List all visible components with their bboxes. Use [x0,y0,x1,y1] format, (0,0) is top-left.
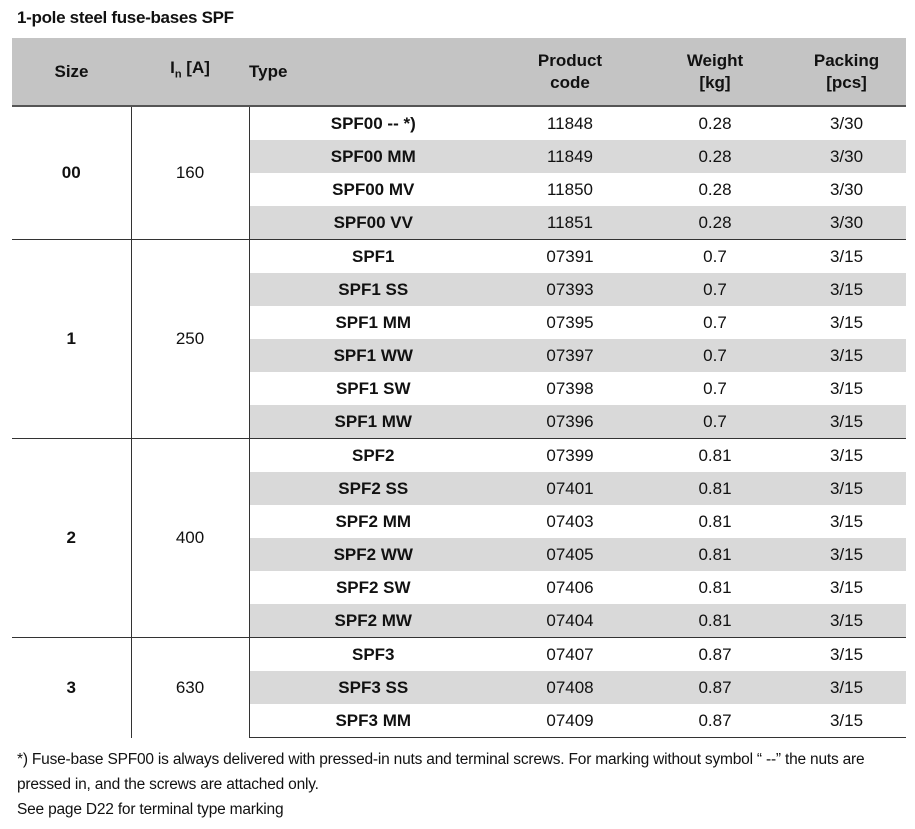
weight-cell: 0.7 [643,405,787,439]
product-code-cell: 11850 [546,179,593,199]
in-unit: [A] [181,58,210,78]
col-header-in [131,38,249,106]
weight-cell: 0.81 [643,439,787,473]
product-code-cell: 07407 [497,638,643,672]
weight-cell: 0.81 [643,538,787,571]
footnote-terminal-marking: See page D22 for terminal type marking [17,801,284,818]
weight-cell: 0.7 [643,339,787,372]
footnote-asterisk: *) Fuse-base SPF00 is always delivered with pressed-in nuts and terminal screws. For marking without symbol “ --” the nuts are pressed in, and the screws are attached only. [17,751,865,793]
weight-cell: 0.87 [643,704,787,738]
packing-cell: 3/15 [787,472,906,505]
type-cell: SPF2 MW [249,604,497,638]
packing-line1: Packing [813,50,880,70]
table-row [12,106,906,140]
fuse-base-table [12,38,906,738]
packing-cell: 3/30 [787,140,906,173]
weight-cell: 0.81 [698,577,732,597]
weight-line2: [kg] [699,72,731,92]
product-code-cell: 07409 [497,704,643,738]
type-cell: SPF2 SS [249,472,497,505]
weight-cell: 0.7 [703,378,727,398]
rated-current-cell: 250 [131,240,249,439]
rated-current-cell: 400 [131,439,249,638]
packing-cell: 3/15 [787,273,906,306]
type-cell: SPF2 MM [335,511,412,531]
header-row [12,38,906,106]
product-code-cell: 07391 [497,240,643,274]
product-code-cell: 07403 [546,511,594,531]
table-title: 1-pole steel fuse-bases SPF [17,8,234,27]
packing-cell: 3/15 [787,339,906,372]
weight-cell: 0.87 [643,671,787,704]
packing-cell: 3/15 [829,378,864,398]
type-cell: SPF1 SW [335,378,411,398]
weight-cell: 0.81 [643,604,787,638]
packing-cell: 3/15 [787,405,906,439]
packing-cell: 3/15 [829,577,864,597]
product-code-cell: 07393 [497,273,643,306]
product-code-cell: 11849 [497,140,643,173]
product-code-line1: Product [537,50,603,70]
table-row [12,240,906,274]
packing-line2: [pcs] [826,72,867,92]
weight-cell: 0.81 [698,511,732,531]
col-header-packing [787,38,906,106]
type-cell: SPF3 SS [249,671,497,704]
product-code-line2: code [550,72,590,92]
product-code-cell: 07395 [546,312,594,332]
rated-current-cell: 160 [131,106,249,240]
weight-cell: 0.28 [643,140,787,173]
in-symbol: I [170,58,175,78]
packing-cell: 3/15 [787,704,906,738]
footnote [17,747,907,822]
weight-cell: 0.7 [703,312,727,332]
type-cell: SPF00 VV [249,206,497,240]
type-cell: SPF1 [249,240,497,274]
weight-cell: 0.28 [698,113,732,133]
col-header-product-code [497,38,643,106]
packing-cell: 3/15 [787,538,906,571]
packing-cell: 3/15 [787,240,906,274]
weight-cell: 0.28 [643,206,787,240]
product-code-cell: 07408 [497,671,643,704]
packing-cell: 3/30 [787,206,906,240]
type-cell: SPF00 MV [332,179,415,199]
size-cell: 2 [12,439,131,638]
type-cell: SPF1 MW [249,405,497,439]
type-cell: SPF2 [249,439,497,473]
table-row [12,638,906,672]
product-code-cell: 07405 [497,538,643,571]
product-code-cell: 07397 [497,339,643,372]
type-cell: SPF1 MM [335,312,412,332]
size-cell: 3 [12,638,131,738]
type-cell: SPF1 SS [249,273,497,306]
product-code-cell: 07396 [497,405,643,439]
type-cell: SPF00 -- *) [330,113,416,133]
product-code-cell: 07401 [497,472,643,505]
type-cell: SPF3 [249,638,497,672]
weight-cell: 0.81 [643,472,787,505]
weight-cell: 0.7 [643,273,787,306]
product-code-cell: 07404 [497,604,643,638]
packing-cell: 3/15 [829,511,864,531]
weight-cell: 0.7 [643,240,787,274]
product-code-cell: 11851 [497,206,643,240]
in-subscript: n [174,68,182,81]
packing-cell: 3/15 [829,312,864,332]
packing-cell: 3/15 [787,439,906,473]
type-cell: SPF2 SW [335,577,411,597]
type-cell: SPF1 WW [249,339,497,372]
packing-cell: 3/30 [829,179,864,199]
size-cell: 1 [12,240,131,439]
product-code-cell: 07398 [546,378,594,398]
type-cell: SPF00 MM [249,140,497,173]
product-code-cell: 07399 [497,439,643,473]
type-cell: SPF3 MM [249,704,497,738]
col-header-type: Type [249,38,497,106]
product-code-cell: 07406 [546,577,594,597]
weight-line1: Weight [686,50,744,70]
col-header-weight [643,38,787,106]
rated-current-cell: 630 [131,638,249,738]
product-code-cell: 11848 [546,113,593,133]
table-body [12,106,906,738]
weight-cell: 0.28 [698,179,732,199]
col-header-size: Size [12,38,131,106]
size-cell: 00 [12,106,131,240]
table-row [12,439,906,473]
packing-cell: 3/15 [787,671,906,704]
type-cell: SPF2 WW [249,538,497,571]
packing-cell: 3/30 [829,113,864,133]
weight-cell: 0.87 [643,638,787,672]
packing-cell: 3/15 [787,638,906,672]
packing-cell: 3/15 [787,604,906,638]
